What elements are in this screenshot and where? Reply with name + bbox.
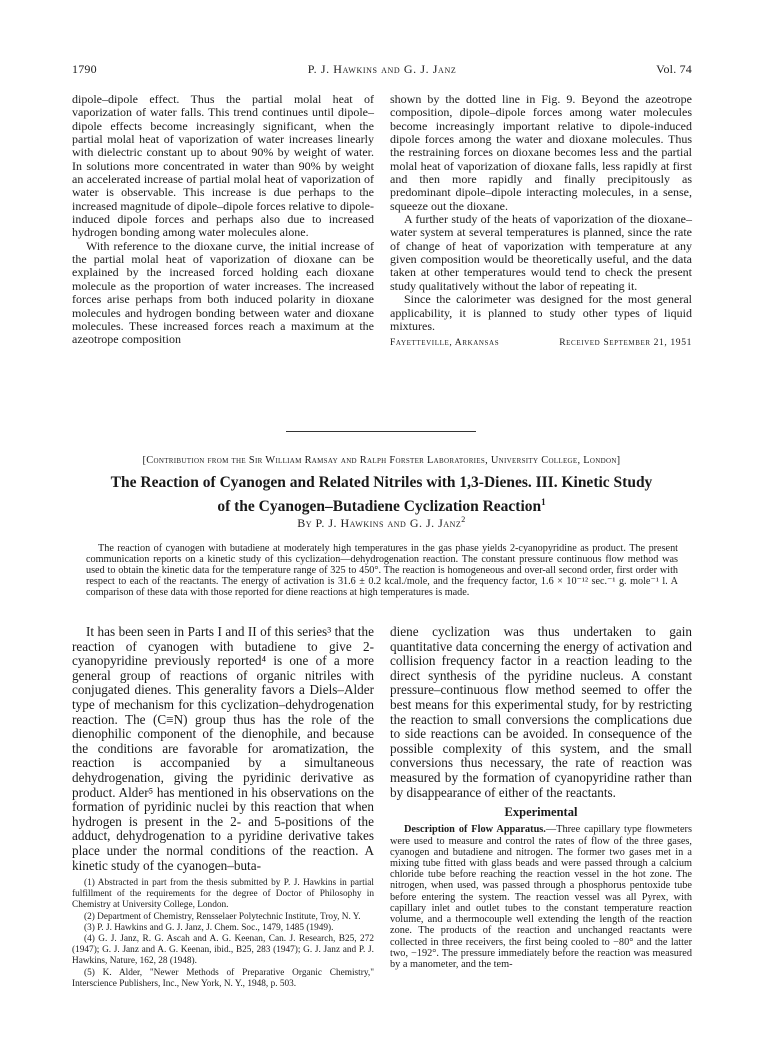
abstract-text: The reaction of cyanogen with butadiene at moderately high temperatures in the gas phase yields 2-cyanopyridine as product. The present communication reports on a kinetic study of this cyclization—dehydrogenation reaction. The constant pressure continuous flow method was used to obtain the kinetic data for the temperature range of 325 to 450°. The reaction is homogeneous and over-all second order, first order with respect to each of the reactants. The energy of activation is 31.6 ± 0.2 kcal./mole, and the frequency factor, 1.6 × 10⁻¹² sec.⁻¹ g. mole⁻¹ l. A comparison of these data with those reported for diene reactions at high temperatures is made. [86,543,678,599]
abstract [86,543,678,598]
section-heading-experimental: Experimental [504,805,578,820]
footnote: (2) Department of Chemistry, Rensselaer Polytechnic Institute, Troy, N. Y. [84,911,361,922]
article-title [60,474,703,516]
footnote: (3) P. J. Hawkins and G. J. Janz, J. Chem. Soc., 1479, 1485 (1949). [84,922,334,933]
paragraph: shown by the dotted line in Fig. 9. Beyond the azeotrope composition, dipole–dipole forces among water molecules become increasingly important relative to dipole-induced dipole forces among the water and dioxane molecules. Thus the restraining forces on dioxane becomes less and the partial molal heat of vaporization of dioxane falls, less rapidly at first and then more rapidly and finally precipitously as predominant dipole–dipole interacting molecules, in a sense, squeeze out the dioxane. [390,92,692,213]
previous-article-right-column [390,93,692,350]
article-divider [286,431,476,432]
author-location: Fayetteville, Arkansas [390,337,500,349]
paragraph: Since the calorimeter was designed for the most general applicability, it is planned to study other types of liquid mixtures. [390,292,692,333]
received-date: Received September 21, 1951 [559,337,692,349]
intro-continued: diene cyclization was thus undertaken to gain quantitative data concerning the energy of activation and collision frequency factor in a reaction leading to the direct synthesis of the pyridine nucleus. A constant pressure–continuous flow method seemed to offer the best means for this experimental study, for by restricting the reaction to small conversions the complications due to side reactions can be avoided. In consequence of the possible complexity of this system, and the small conversions thus necessary, the rate of reaction was measured by the formation of cyanopyridine rather than by disappearance of either of the reactants. [390,624,692,800]
running-head-authors: P. J. Hawkins and G. J. Janz [307,62,457,76]
contribution-note: [Contribution from the Sir William Ramsay and Ralph Forster Laboratories, University College, London] [142,455,621,466]
intro-paragraph: It has been seen in Parts I and II of this series³ that the reaction of cyanogen with butadiene to give 2-cyanopyridine previously reported⁴ is one of a more general group of reactions of organic nitriles with conjugated dienes. This generality favors a Diels–Alder type of mechanism for this cyclization–dehydrogenation reaction. The (C≡N) group thus has the role of the dienophilic component of the dienophile, and because the conditions are favorable for aromatization, the reaction is accompanied by a simultaneous dehydrogenation, giving the pyridinic derivative as product. Alder⁵ has mentioned in his observations on the formation of pyridinic nuclei by this reaction that when hydrogen is present in the 2- and 5-positions of the adduct, dehydrogenation to a pyridine derivative takes place under the normal conditions of the reaction. A kinetic study of the cyanogen–buta- [72,624,374,873]
title-footnote-mark: 1 [541,496,546,507]
title-line-2: of the Cyanogen–Butadiene Cyclization Reaction$^1$ [217,496,546,515]
subsection-lead: Description of Flow Apparatus. [404,824,546,836]
main-left-column [72,625,374,873]
footnote: (4) G. J. Janz, R. G. Ascah and A. G. Keenan, Can. J. Research, B25, 272 (1947); G. J. Janz and A. G. Keenan, ibid., B25, 283 (1947); G. J. Janz and P. J. Hawkins, Nature, 162, 28 (1948). [72,934,374,967]
paragraph: With reference to the dioxane curve, the initial increase of the partial molal heat of vaporization of dioxane can be explained by the increased forced holding each dioxane molecule as the proportion of water increases. The increased forces arise perhaps from both induced polarity in dioxane molecules and hydrogen bonding between water and dioxane molecules. These increased forces reach a maximum at the azeotrope composition [72,238,374,347]
page-number: 1790 [72,62,97,76]
experimental-paragraph: Description of Flow Apparatus.—Three capillary type flowmeters were used to measure and control the rates of flow of the three gases, cyanogen and butadiene and nitrogen. The former two gases met in a mixing tube fitted with glass beads and were passed through a calcium chloride tube before reaching the reaction vessel in the hot zone. The nitrogen, when used, was passed through a phosphorus pentoxide tube before entering the system. The reaction vessel was all Pyrex, with capillary inlet and outlet tubes to the constant temperature reaction volume, and a thermocouple well extending the length of the reaction zone. The products of the reaction and unchanged reactants were collected in three receivers, the first being cooled to −80° and the latter two, −192°. The pressure immediately before the reaction was measured by a manometer, and the tem- [390,824,692,970]
paragraph: dipole–dipole effect. Thus the partial molal heat of vaporization of water falls. This trend continues until dipole–dipole effects become increasingly significant, when the partial molal heat of vaporization of water increases linearly with dielectric constant up to about 90% by weight of water. In solutions more concentrated in water than 90% by weight an accelerated increase of partial molal heat of vaporization of water is observable. This increase is due perhaps to the increased magnitude of dipole–dipole forces relative to dipole-induced dipole forces and perhaps also due to increased hydrogen bonding among water molecules alone. [72,92,374,240]
byline-footnote-mark: 2 [461,515,466,524]
running-header [72,62,692,80]
main-right-column [390,625,692,970]
paragraph: A further study of the heats of vaporization of the dioxane–water system at several temperatures is planned, since the rate of change of heat of vaporization with temperature at any given composition would be theoretically useful, and the data taken at other temperatures would tend to check the present study qualitatively without the labor of repeating it. [390,212,692,293]
article-signoff [390,336,692,349]
footnotes [72,878,374,990]
previous-article-left-column [72,93,374,347]
footnote: (1) Abstracted in part from the thesis submitted by P. J. Hawkins in partial fulfillment of the requirements for the degree of Doctor of Philosophy in Chemistry at University College, London. [72,878,374,911]
title-line-1: The Reaction of Cyanogen and Related Nitriles with 1,3-Dienes. III. Kinetic Study [110,474,653,491]
footnote: (5) K. Alder, "Newer Methods of Preparative Organic Chemistry," Interscience Publishers, Inc., New York, N. Y., 1948, p. 503. [72,967,374,989]
byline: By P. J. Hawkins and G. J. Janz$^2$ [297,515,466,530]
volume-number: Vol. 74 [656,62,692,76]
